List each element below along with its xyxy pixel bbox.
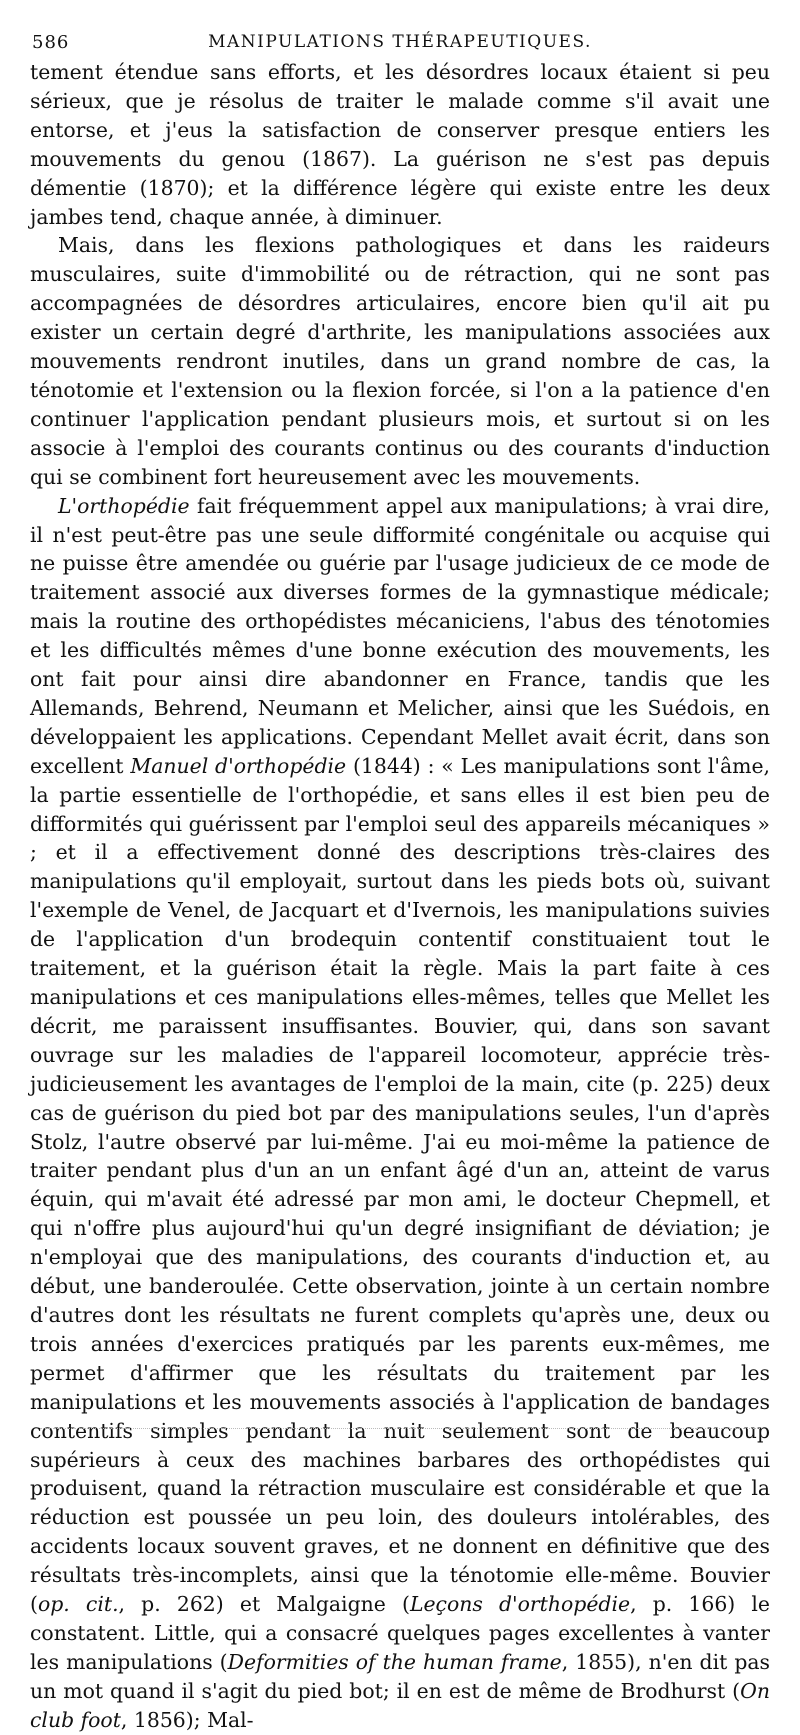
text-run: (1844) : « Les manipulations sont l'âme, la partie essentielle de l'orthopédie, et sans elles il est bien peu de difformités qui guérissent par l'emploi seul des appareils mécaniques » ; et il a effectivement donné des descriptions très-claires des manipulations qu'il employait, surtout dans les pieds bots où, suivant l'exemple de Venel, de Jacquart et d'Ivernois, les manipulations suivies de l'application d'un brodequin contentif constituaient tout le traitement, et la guérison était la règle. Mais la part faite à ces manipulations et ces manipulations elles-mêmes, telles que Mellet les décrit, me paraissent insuffisantes. Bouvier, qui, dans son savant ouvrage sur les maladies de l'appareil locomoteur, apprécie très-judicieusement les avantages de l'emploi de la main, cite (p. 225) deux cas de guérison du pied bot par des manipulations seules, l'un d'après Stolz, l'autre observé par lui-même. J'ai eu moi-même la patience de traiter pendant plus d'un an un enfant âgé d'un an, atteint de varus équin, qui m'avait été adressé par mon ami, le docteur Chepmell, et qui n'offre plus aujourd'hui qu'un degré insignifiant de déviation; je n'employai que des manipulations, des courants d'induction et, au début, une banderoulée. Cette observation, jointe à un certain nombre d'autres dont les résultats ne furent complets qu'après une, deux ou trois années d'exercices pratiqués par les parents eux-mêmes, me permet d'affirmer que les résultats du traitement par les manipulations et les mouvements associés à l'application de bandages contentifs simples pendant la nuit seulement sont de beaucoup supérieurs à ceux des machines barbares des orthopédistes qui produisent, quand la rétraction musculaire est considérable et que la réduction est poussée un peu loin, des douleurs intolérables, des accidents locaux souvent graves, et ne donnent en définitive que des résultats très-incomplets, ainsi que la ténotomie elle-même. Bouvier ( <box>30 753 770 1617</box>
running-head <box>30 26 770 58</box>
text-run: tement étendue sans efforts, et les désordres locaux étaient si peu sérieux, que je résolus de traiter le malade comme s'il avait une entorse, et j'eus la satisfaction de conserver presque entiers les mouvements du genou (1867). La guérison ne s'est pas depuis démentie (1870); et la différence légère qui existe entre les deux jambes tend, chaque année, à diminuer. <box>30 60 770 229</box>
page-number: 586 <box>32 32 70 53</box>
text-run: , 1856); Mal- <box>120 1707 254 1732</box>
italic-text-run: Manuel d'orthopédie <box>130 753 347 778</box>
italic-text-run: op. cit. <box>37 1592 119 1617</box>
text-run: Mais, dans les flexions pathologiques et dans les raideurs musculaires, suite d'immobilité ou de rétraction, qui ne sont pas accompagnées de désordres articulaires, encore bien qu'il ait pu exister un certain degré d'arthrite, les manipulations associées aux mouvements rendront inutiles, dans un grand nombre de cas, la ténotomie et l'extension ou la flexion forcée, si l'on a la patience d'en continuer l'application pendant plusieurs mois, et surtout si on les associe à l'emploi des courants continus ou des courants d'induction qui se combinent fort heureusement avec les mouvements. <box>30 233 770 489</box>
book-page <box>30 26 770 1735</box>
text-run: fait fréquemment appel aux manipulations; à vrai dire, il n'est peut-être pas une seule difformité congénitale ou acquise qui ne puisse être amendée ou guérie par l'usage judicieux de ce mode de traitement associé aux diverses formes de la gymnastique médicale; mais la routine des orthopédistes mécaniciens, l'abus des ténotomies et les difficultés mêmes d'une bonne exécution des mouvements, les ont fait pour ainsi dire abandonner en France, tandis que les Allemands, Behrend, Neumann et Melicher, ainsi que les Suédois, en développaient les applications. Cependant Mellet avait écrit, dans son excellent <box>30 493 770 778</box>
text-run: , p. 166) le constatent. Little, qui a consacré quelques pages excellentes à vanter les manipulations ( <box>30 1592 770 1674</box>
text-run: , p. 262) et Malgaigne ( <box>118 1592 410 1617</box>
header-title: MANIPULATIONS THÉRAPEUTIQUES. <box>208 32 592 52</box>
paragraph <box>30 492 770 1735</box>
paragraph <box>30 231 770 491</box>
italic-text-run: L'orthopédie <box>58 493 190 518</box>
page-bottom-divider <box>40 1428 760 1429</box>
italic-text-run: On club foot <box>30 1678 770 1732</box>
paragraph <box>30 58 770 231</box>
text-run: , 1855), n'en dit pas un mot quand il s'agit du pied bot; il en est de même de Brodhurst ( <box>30 1649 770 1703</box>
body-text <box>30 58 770 1735</box>
italic-text-run: Deformities of the human frame <box>227 1649 562 1674</box>
italic-text-run: Leçons d'orthopédie <box>409 1592 631 1617</box>
